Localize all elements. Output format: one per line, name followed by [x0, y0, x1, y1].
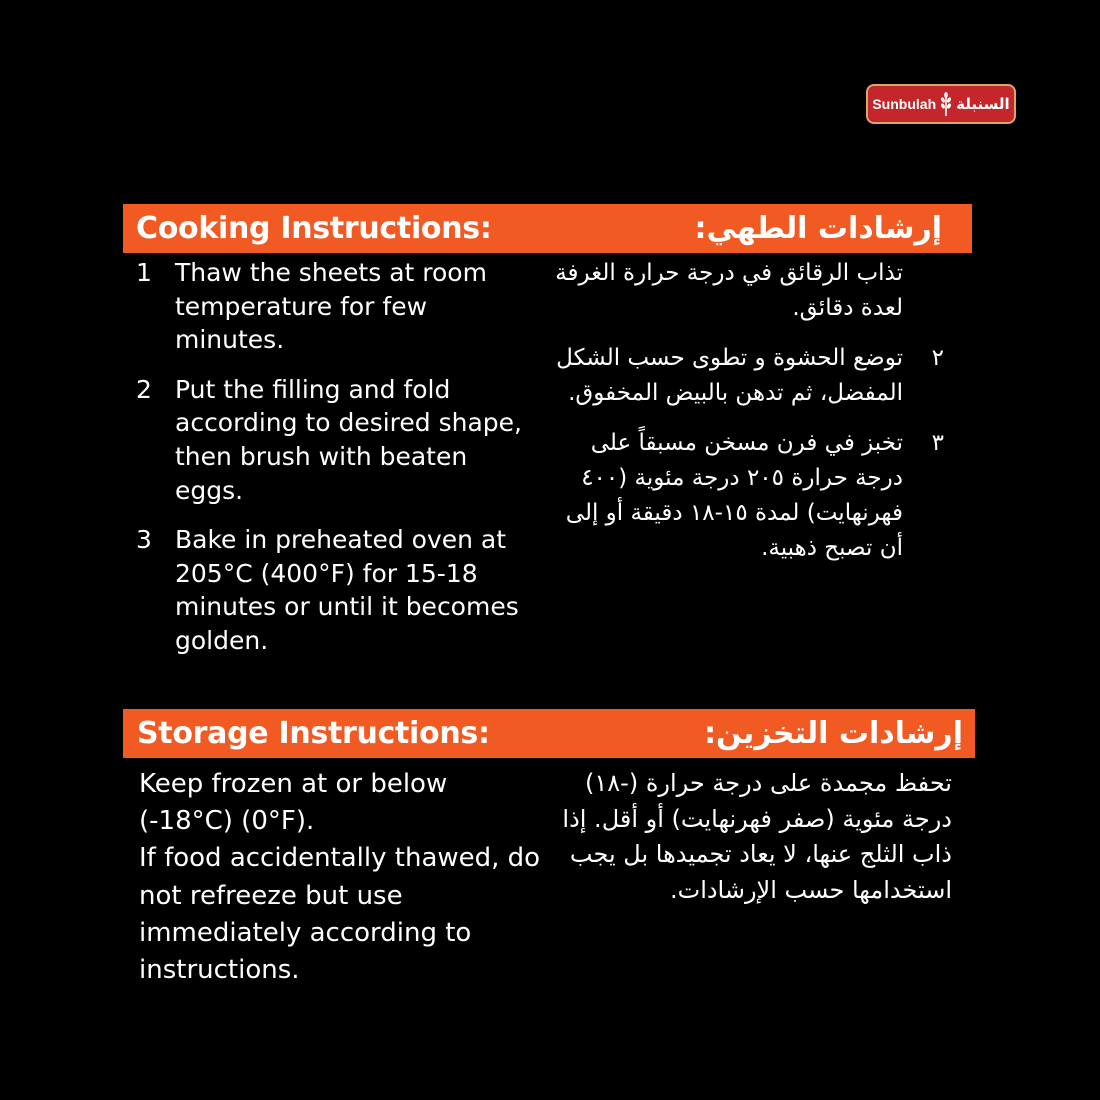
storage-title-en: Storage Instructions:: [137, 716, 490, 751]
step-text: تذاب الرقائق في درجة حرارة الغرفة لعدة دقائق.: [555, 260, 903, 321]
step-number: ٢: [931, 345, 944, 371]
logo-arabic-text: السنبلة: [956, 95, 1010, 113]
cooking-title-en: Cooking Instructions:: [136, 211, 492, 246]
step-text: Put the filling and fold according to desired shape, then brush with beaten eggs.: [175, 374, 522, 505]
cooking-instructions-header: [123, 204, 972, 253]
step-number: 1: [136, 258, 152, 287]
storage-instructions-header: [123, 709, 975, 758]
cooking-step-en: [136, 373, 536, 507]
storage-text-ar: تحفظ مجمدة على درجة حرارة (-١٨) درجة مئوية (صفر فهرنهايت) أو أقل. إذا ذاب الثلج عنها، لا يعاد تجميدها بل يجب استخدامها حسب الإرشادات.: [562, 769, 952, 904]
storage-title-ar: إرشادات التخزين:: [704, 716, 963, 751]
logo-latin-text: Sunbulah: [872, 96, 937, 112]
step-text: Bake in preheated oven at 205°C (400°F) for 15-18 minutes or until it becomes golden.: [175, 525, 519, 655]
step-text: Thaw the sheets at room temperature for few minutes.: [175, 258, 487, 355]
cooking-step-en: [136, 523, 536, 657]
storage-line: If food accidentally thawed, do not refreeze but use immediately according to instructions.: [139, 843, 541, 986]
step-text: توضع الحشوة و تطوى حسب الشكل المفضل، ثم تدهن بالبيض المخفوق.: [556, 345, 903, 406]
cooking-steps-en: [136, 256, 536, 674]
sunbulah-logo: [866, 84, 1016, 124]
step-number: 2: [136, 374, 152, 404]
step-text: تخبز في فرن مسخن مسبقاً على درجة حرارة ٢٠٥ درجة مئوية (٤٠٠ فهرنهايت) لمدة ١٥-١٨ دقيقة أو إلى أن تصبح ذهبية.: [565, 430, 903, 561]
storage-line: Keep frozen at or below (-18°C) (0°F).: [139, 769, 448, 837]
cooking-title-ar: إرشادات الطهي:: [694, 211, 942, 246]
cooking-step-ar: [548, 256, 944, 326]
cooking-step-ar: [548, 426, 944, 566]
step-number: 3: [136, 525, 152, 555]
wheat-icon: [940, 91, 952, 117]
storage-text-en: [139, 766, 549, 989]
step-number: [903, 256, 944, 326]
cooking-steps-ar: [548, 256, 944, 581]
step-number: ٣: [931, 430, 944, 456]
cooking-step-en: [136, 256, 536, 357]
cooking-step-ar: [548, 341, 944, 411]
